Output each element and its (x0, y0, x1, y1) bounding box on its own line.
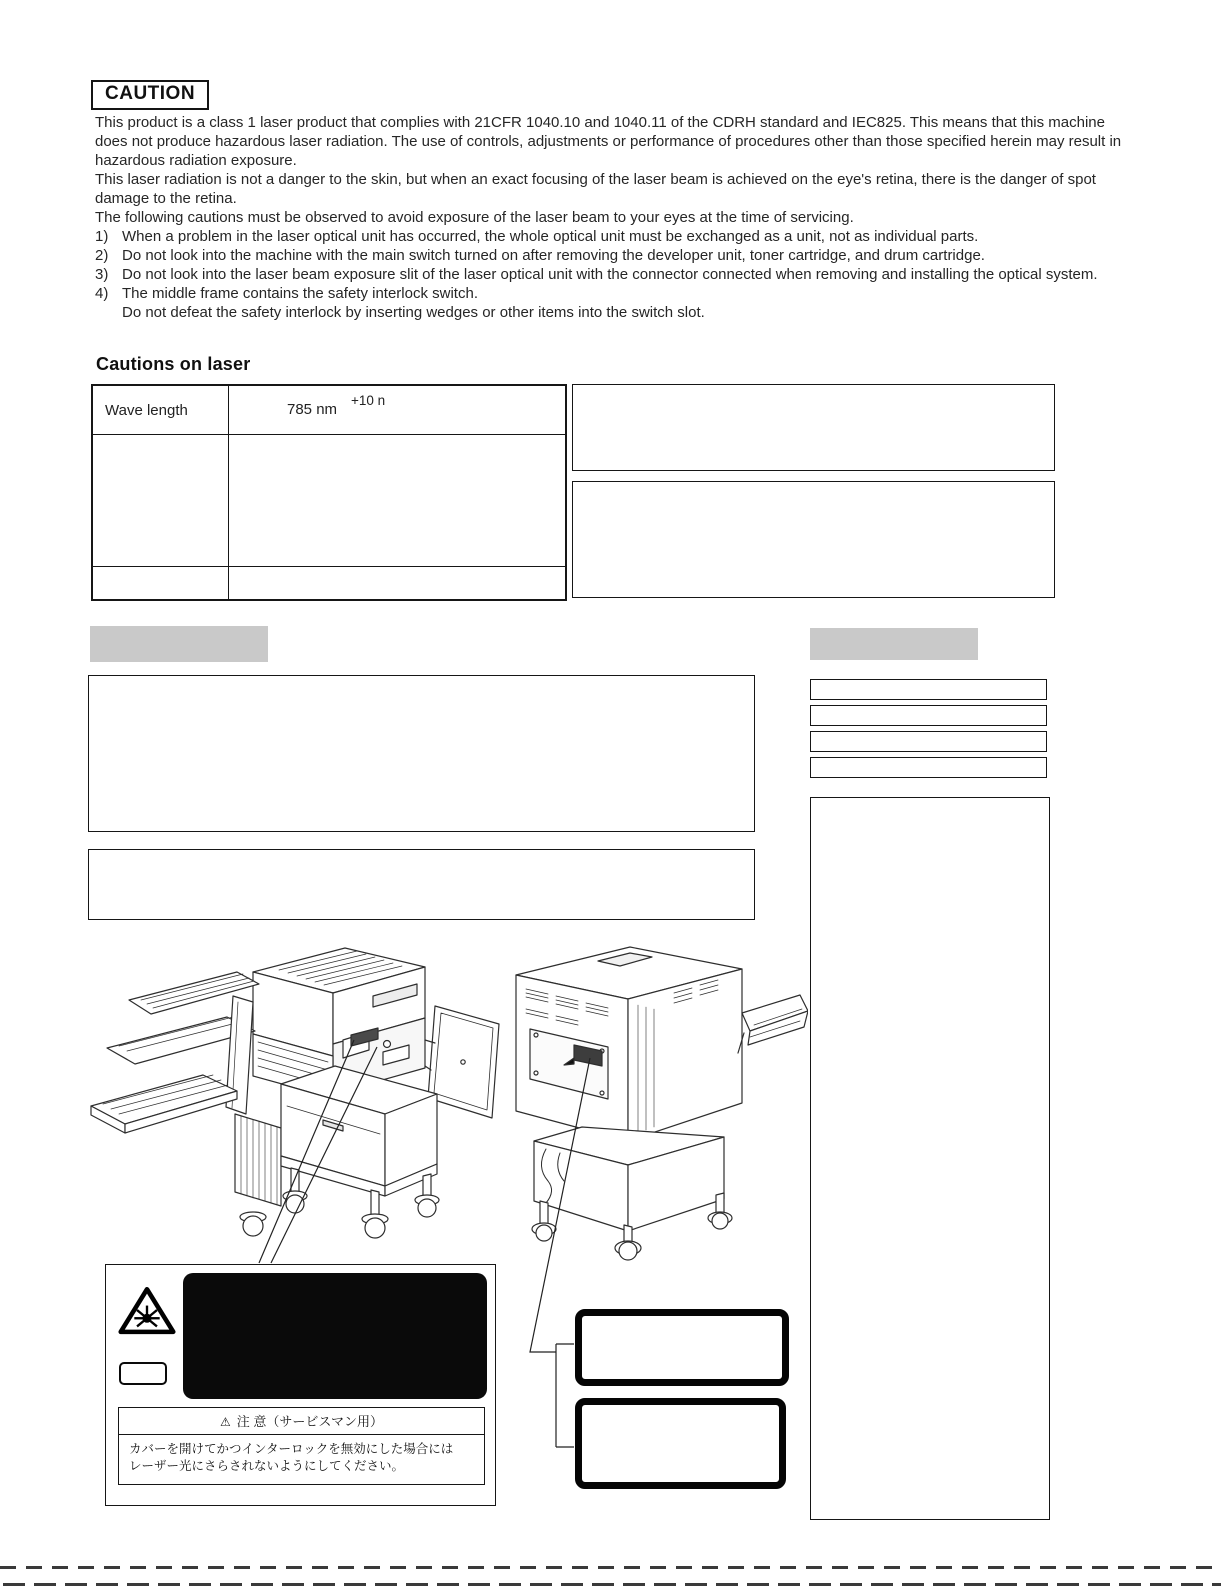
service-caution-title (119, 1408, 484, 1435)
empty-row-box-2 (810, 705, 1047, 726)
empty-row-box-1 (810, 679, 1047, 700)
empty-row-box-4 (810, 757, 1047, 778)
redacted-label-left (90, 626, 268, 662)
callout-frame-lower (575, 1398, 786, 1489)
empty-content-box-left-upper (88, 675, 755, 832)
empty-note-box-top-right (572, 384, 1055, 471)
redacted-label-right (810, 628, 978, 660)
redacted-black-label (183, 1273, 487, 1399)
list-item (95, 284, 1140, 322)
laser-label-callout (105, 1264, 496, 1506)
intro-text (95, 113, 1140, 322)
laser-spec-table (91, 384, 567, 601)
list-item-text (122, 285, 705, 321)
list-item (95, 246, 1140, 265)
service-caution-title-text: 注 意（サービスマン用） (236, 1414, 384, 1429)
spec-value-wavelength (229, 386, 565, 434)
list-item-number: 3) (95, 266, 109, 283)
list-item-text: Do not look into the machine with the main switch turned on after removing the developer unit, toner cartridge, and drum cartridge. (122, 247, 985, 264)
service-caution-body (119, 1435, 484, 1484)
empty-note-box-mid-right (572, 481, 1055, 598)
list-item (95, 227, 1140, 246)
list-item-line1: The middle frame contains the safety interlock switch. (122, 285, 478, 302)
table-row (93, 435, 565, 567)
list-item-line2: Do not defeat the safety interlock by inserting wedges or other items into the switch slot. (122, 304, 705, 321)
paragraph-retina-danger: This laser radiation is not a danger to the skin, but when an exact focusing of the laser beam is achieved on the eye's retina, there is the danger of spot damage to the retina. (95, 171, 1096, 207)
empty-sidebar-box (810, 797, 1050, 1520)
wavelength-value: 785 nm (287, 401, 338, 418)
paragraph-laser-class: This product is a class 1 laser product that complies with 21CFR 1040.10 and 1040.11 of the CDRH standard and IEC825. This means that this machine does not produce hazardous laser radiation. The use of controls, adjustments or performance of procedures other than those specified herein may result in hazardous radiation exposure. (95, 114, 1122, 169)
empty-content-box-left-lower (88, 849, 755, 920)
list-item-text: When a problem in the laser optical unit has occurred, the whole optical unit must be exchanged as a unit, not as individual parts. (122, 228, 979, 245)
small-label-outline (119, 1362, 167, 1385)
callout-frame-upper (575, 1309, 789, 1386)
list-item-number: 1) (95, 228, 109, 245)
empty-cell (93, 567, 229, 599)
wavelength-tolerance: +10 n (351, 393, 386, 408)
laser-warning-icon (118, 1285, 176, 1337)
table-row (93, 386, 565, 435)
list-item (95, 265, 1140, 284)
warning-triangle-icon: ⚠ (219, 1415, 231, 1429)
list-item-number: 2) (95, 247, 109, 264)
caution-heading: CAUTION (91, 80, 209, 110)
copier-rear-illustration (478, 933, 808, 1263)
table-row (93, 567, 565, 599)
spec-label-wavelength: Wave length (93, 386, 229, 434)
page-bottom-dashes-1 (0, 1566, 1221, 1569)
service-caution-line2: レーザー光にさらされないようにしてください。 (129, 1459, 405, 1473)
section-heading-cautions-on-laser: Cautions on laser (96, 354, 251, 374)
empty-cell (229, 567, 565, 599)
page-bottom-dashes-2 (3, 1583, 1221, 1586)
copier-front-illustration (85, 938, 505, 1268)
paragraph-servicing-note: The following cautions must be observed to avoid exposure of the laser beam to your eyes at the time of servicing. (95, 209, 854, 226)
service-caution-line1: カバーを開けてかつインターロックを無効にした場合には (129, 1442, 454, 1456)
list-item-number: 4) (95, 285, 109, 302)
empty-cell (229, 435, 565, 566)
empty-row-box-3 (810, 731, 1047, 752)
service-caution-table (118, 1407, 485, 1485)
empty-cell (93, 435, 229, 566)
list-item-text: Do not look into the laser beam exposure slit of the laser optical unit with the connector connected when removing and installing the optical system. (122, 266, 1098, 283)
